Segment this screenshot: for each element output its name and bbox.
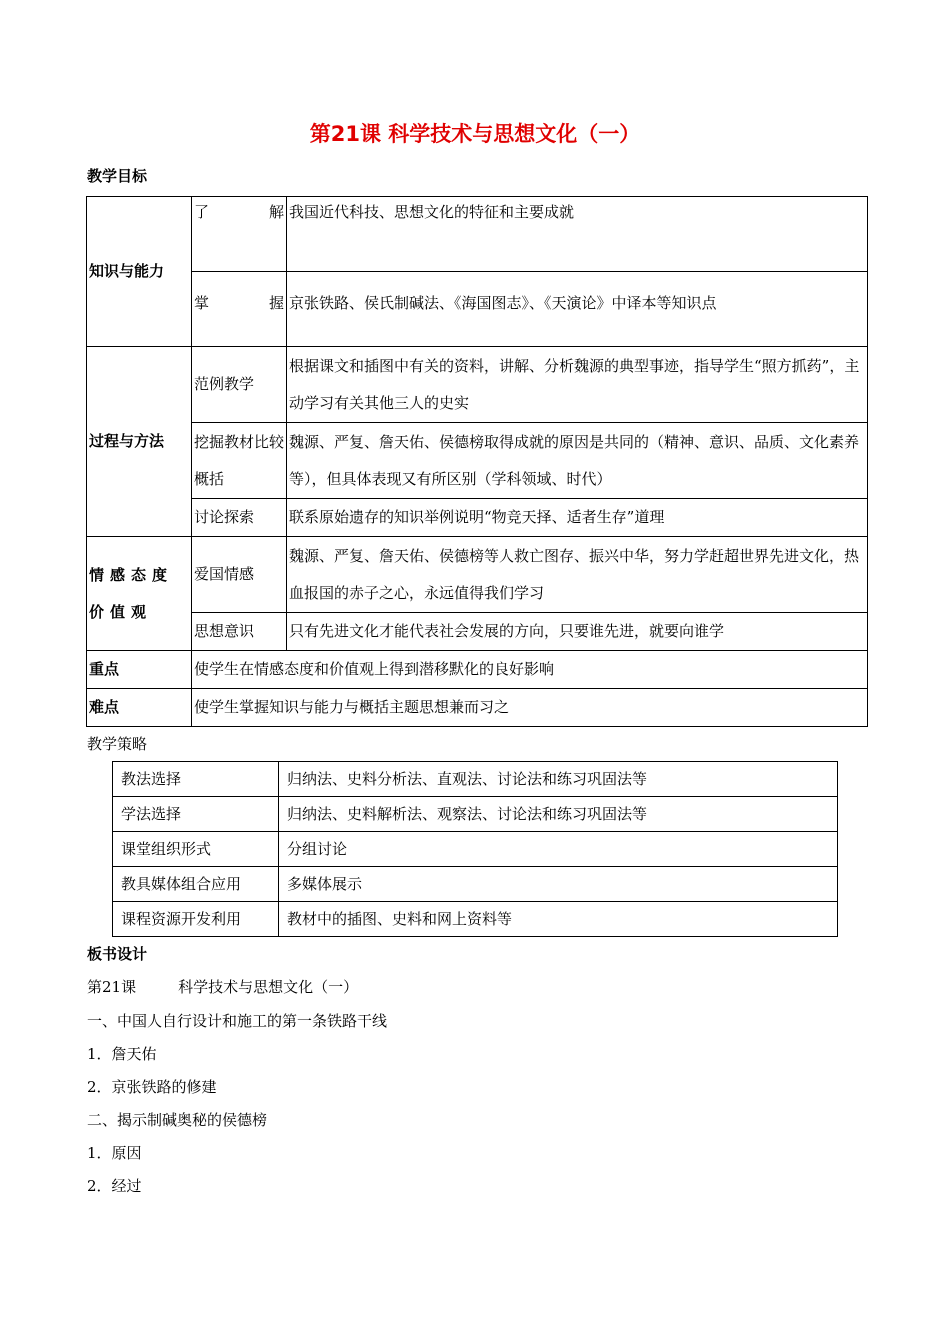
process-text-2: 魏源、严复、詹天佑、侯德榜取得成就的原因是共同的（精神、意识、品质、文化素养等），但具体表现又有所区别（学科领域、时代）	[287, 423, 868, 499]
knowledge-text-1: 我国近代科技、思想文化的特征和主要成就	[287, 197, 868, 272]
strategy-key: 教法选择	[113, 762, 279, 797]
board-line: 1．原因	[87, 1144, 142, 1162]
difficulty-label: 难点	[87, 689, 192, 727]
board-line: 2．京张铁路的修建	[87, 1078, 217, 1096]
strategy-value: 分组讨论	[279, 832, 838, 867]
key-label: 重点	[87, 651, 192, 689]
knowledge-sub-1: 了 解	[192, 197, 287, 272]
strategy-value: 归纳法、史料解析法、观察法、讨论法和练习巩固法等	[279, 797, 838, 832]
process-sub-3: 讨论探索	[192, 499, 287, 537]
board-line: 二、揭示制碱奥秘的侯德榜	[87, 1111, 268, 1129]
knowledge-text-2: 京张铁路、侯氏制碱法、《海国图志》、《天演论》中译本等知识点	[287, 272, 868, 347]
strategy-table	[112, 761, 838, 937]
board-lesson-title: 科学技术与思想文化（一）	[178, 978, 359, 996]
difficulty-text: 使学生掌握知识与能力与概括主题思想兼而习之	[192, 689, 868, 727]
process-text-3: 联系原始遗存的知识举例说明“物竞天择、适者生存”道理	[287, 499, 868, 537]
board-line: 一、中国人自行设计和施工的第一条铁路干线	[87, 1012, 388, 1030]
strategy-value: 归纳法、史料分析法、直观法、讨论法和练习巩固法等	[279, 762, 838, 797]
board-lesson: 第21课	[87, 978, 137, 996]
process-sub-2: 挖掘教材比较概括	[192, 423, 287, 499]
strategy-key: 课程资源开发利用	[113, 902, 279, 937]
key-text: 使学生在情感态度和价值观上得到潜移默化的良好影响	[192, 651, 868, 689]
process-sub-1: 范例教学	[192, 347, 287, 423]
board-lesson-line	[87, 976, 358, 997]
strategy-key: 学法选择	[113, 797, 279, 832]
knowledge-label: 知识与能力	[87, 197, 192, 347]
board-heading: 板书设计	[87, 945, 148, 963]
process-text-1: 根据课文和插图中有关的资料，讲解、分析魏源的典型事迹，指导学生“照方抓药”，主动学习有关其他三人的史实	[287, 347, 868, 423]
strategy-key: 课堂组织形式	[113, 832, 279, 867]
page-title: 第21课 科学技术与思想文化（一）	[309, 122, 641, 146]
emotion-text-2: 只有先进文化才能代表社会发展的方向，只要谁先进，就要向谁学	[287, 613, 868, 651]
emotion-text-1: 魏源、严复、詹天佑、侯德榜等人救亡图存、振兴中华，努力学赶超世界先进文化，热血报国的赤子之心，永远值得我们学习	[287, 537, 868, 613]
emotion-sub-2: 思想意识	[192, 613, 287, 651]
goals-table	[86, 196, 868, 727]
board-line: 1．詹天佑	[87, 1045, 157, 1063]
emotion-sub-1: 爱国情感	[192, 537, 287, 613]
board-line: 2．经过	[87, 1177, 142, 1195]
goals-heading: 教学目标	[87, 167, 148, 185]
emotion-label: 情感态度价值观	[87, 537, 192, 651]
knowledge-sub-2: 掌 握	[192, 272, 287, 347]
process-label: 过程与方法	[87, 347, 192, 537]
strategy-value: 多媒体展示	[279, 867, 838, 902]
strategy-value: 教材中的插图、史料和网上资料等	[279, 902, 838, 937]
strategy-key: 教具媒体组合应用	[113, 867, 279, 902]
strategy-heading: 教学策略	[87, 735, 148, 753]
